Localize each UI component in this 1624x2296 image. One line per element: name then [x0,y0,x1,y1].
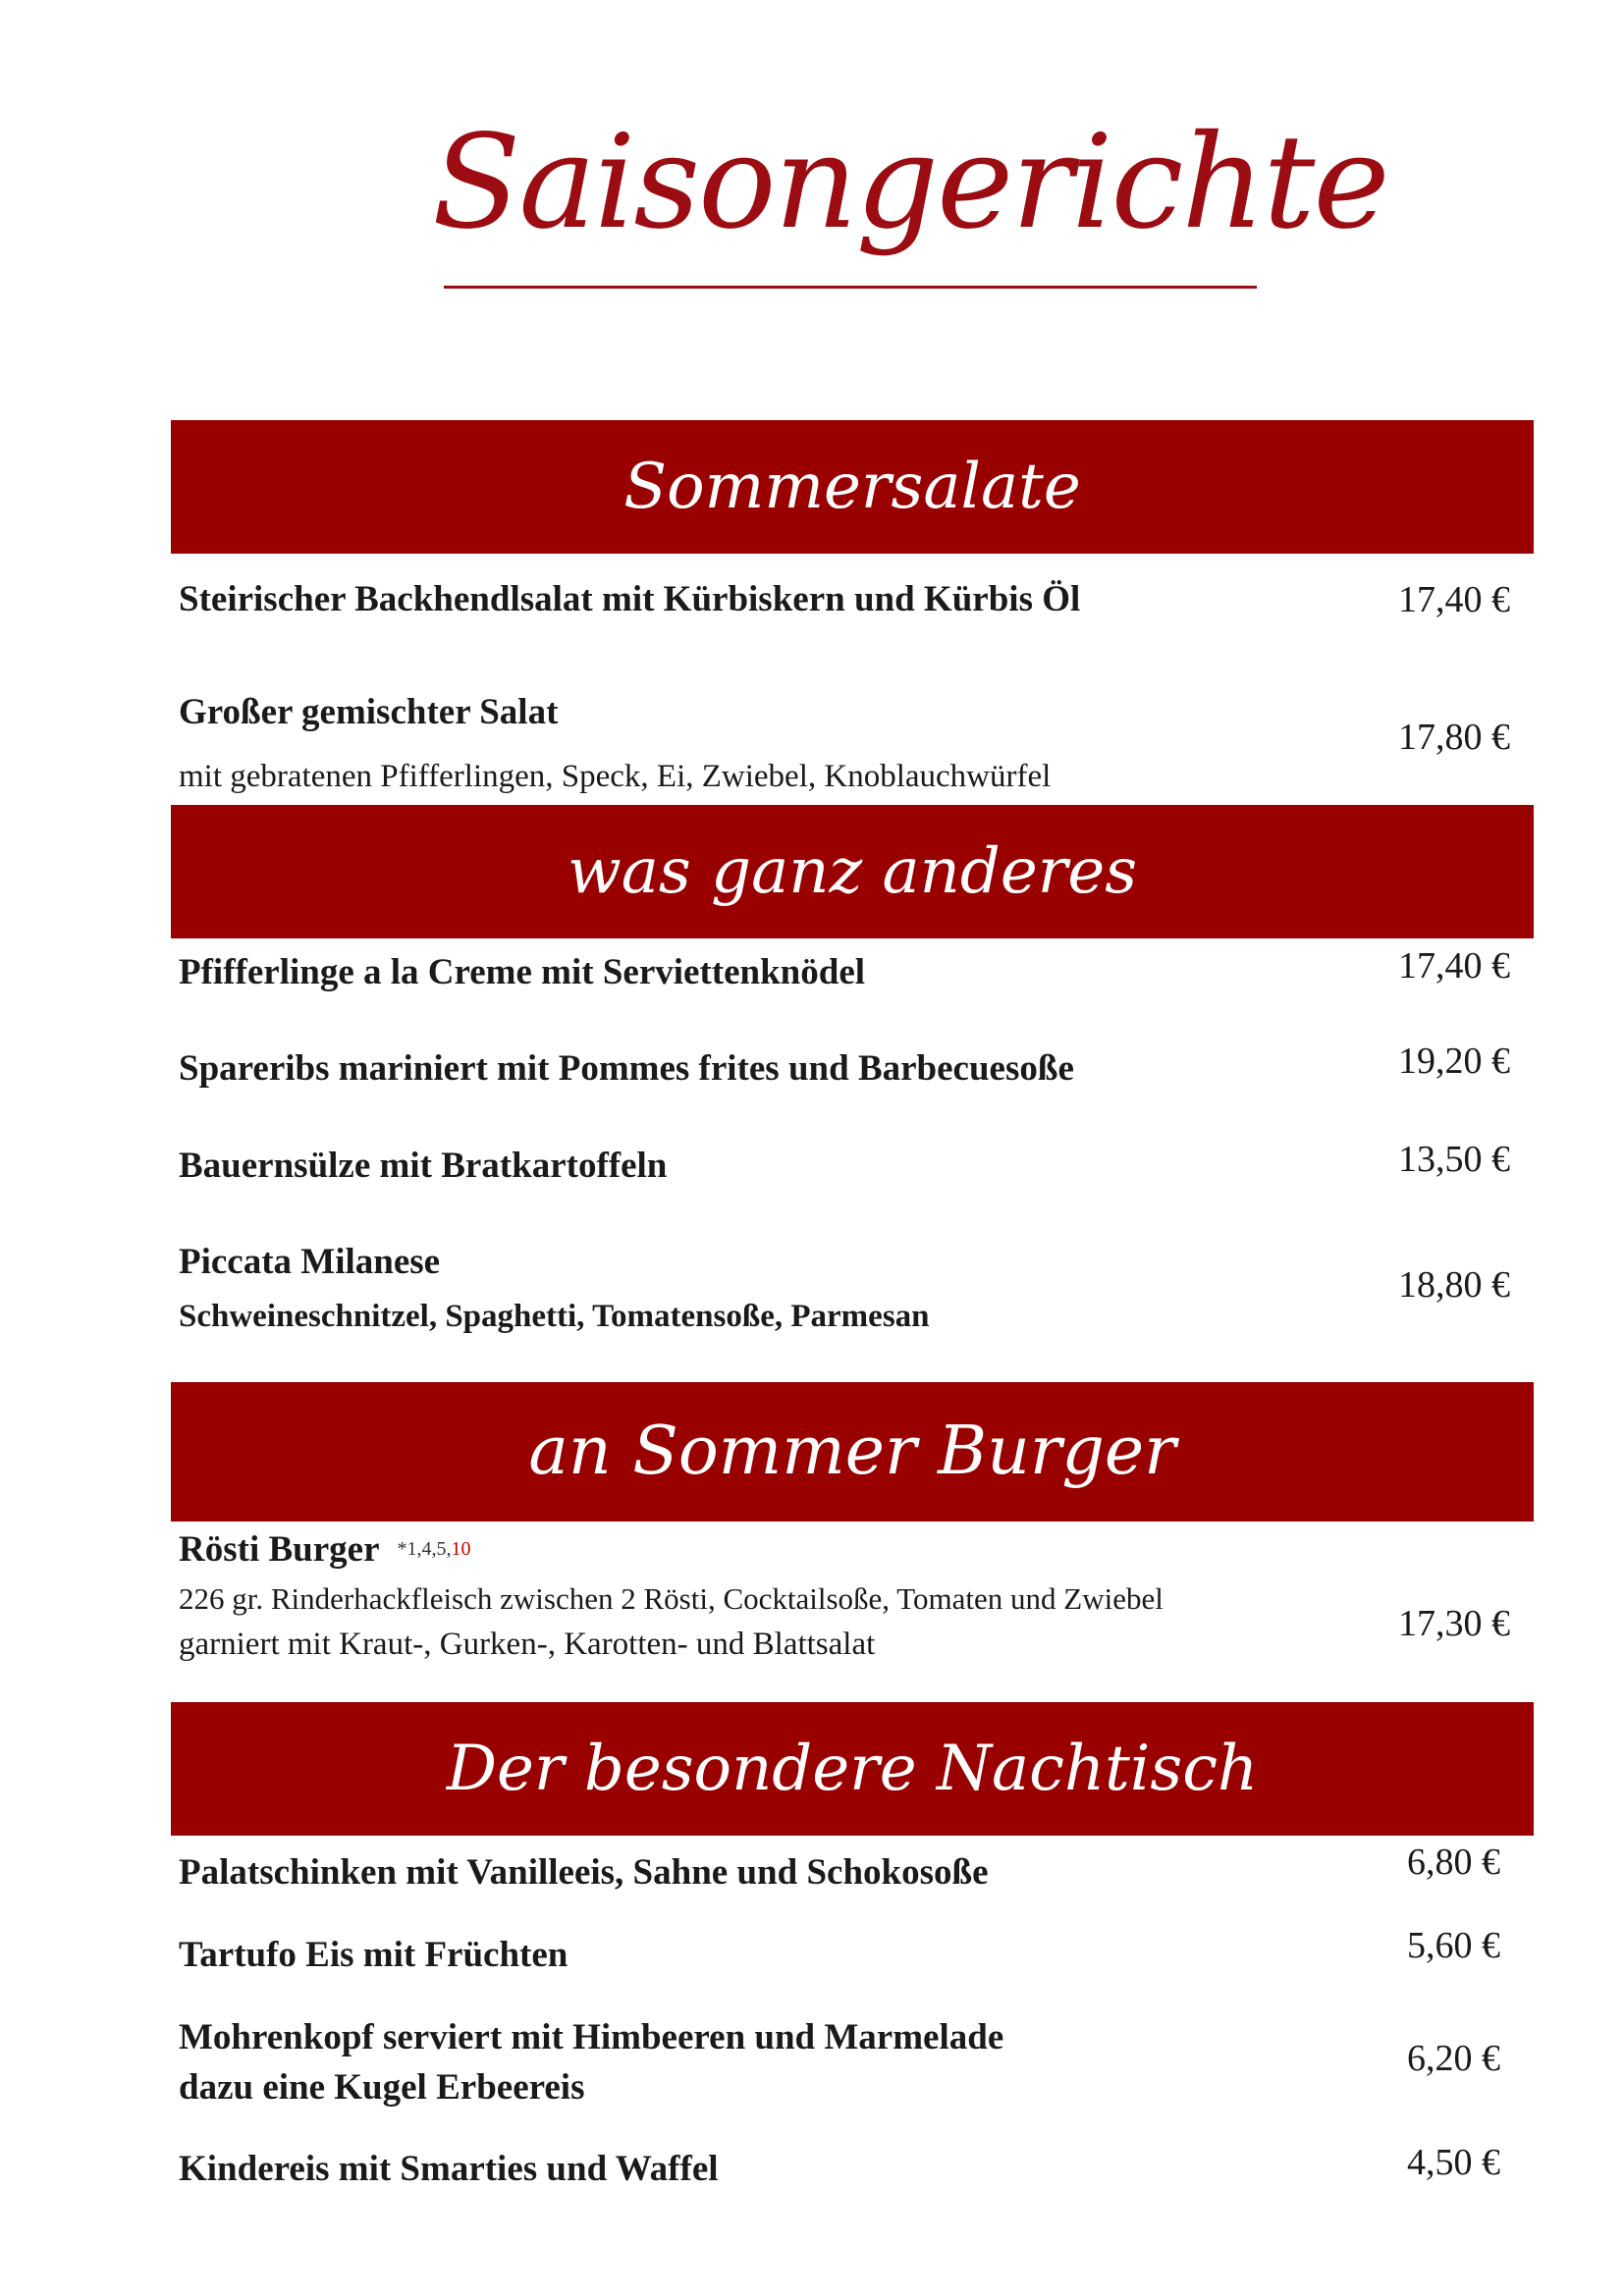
menu-item-name: Piccata Milanese [179,1242,441,1282]
menu-item-description: Schweineschnitzel, Spaghetti, Tomatensoße, Parmesan [179,1299,930,1334]
section-heading: an Sommer Burger [528,1413,1176,1490]
allergen-codes [398,1538,471,1560]
menu-item-name: Pfifferlinge a la Creme mit Serviettenknödel [179,952,866,992]
menu-item-name [179,1529,471,1572]
section-header-was-ganz-anderes [171,805,1534,938]
menu-item-description: mit gebratenen Pfifferlingen, Speck, Ei, Zwiebel, Knoblauchwürfel [179,759,1052,794]
section-header-sommersalate [171,420,1534,554]
page-title: Saisongerichte [432,107,1388,258]
menu-item-price: 19,20 € [1398,1041,1510,1082]
section-header-sommer-burger [171,1382,1534,1522]
section-heading: Sommersalate [623,451,1081,523]
menu-item-name: Steirischer Backhendlsalat mit Kürbiskern und Kürbis Öl [179,579,1081,619]
menu-item-name-text: Rösti Burger [179,1529,380,1570]
menu-item-name: Großer gemischter Salat [179,692,559,732]
menu-item-price: 17,30 € [1398,1603,1510,1644]
menu-item-price: 6,20 € [1407,2038,1500,2079]
menu-item-price: 17,40 € [1398,945,1510,987]
menu-item-price: 17,80 € [1398,717,1510,758]
menu-item-description-2: garniert mit Kraut-, Gurken-, Karotten- und Blattsalat [179,1627,876,1662]
menu-item-description: 226 gr. Rinderhackfleisch zwischen 2 Rösti, Cocktailsoße, Tomaten und Zwiebel [179,1581,1164,1616]
menu-item-price: 4,50 € [1407,2142,1500,2183]
menu-item-name: Kindereis mit Smarties und Waffel [179,2149,719,2189]
menu-item-price: 13,50 € [1398,1139,1510,1180]
menu-item-name: Palatschinken mit Vanilleeis, Sahne und Schokosoße [179,1852,989,1893]
menu-item-price: 17,40 € [1398,579,1510,620]
section-header-nachtisch [171,1702,1534,1836]
allergen-codes-text: *1,4,5, [397,1538,452,1560]
menu-item-price: 6,80 € [1407,1842,1500,1883]
menu-item-name: Bauernsülze mit Bratkartoffeln [179,1146,668,1186]
section-heading: was ganz anderes [567,835,1138,908]
menu-item-name: Mohrenkopf serviert mit Himbeeren und Marmelade [179,2017,1004,2057]
menu-item-price: 18,80 € [1398,1264,1510,1306]
section-heading: Der besondere Nachtisch [446,1733,1259,1805]
menu-item-name-2: dazu eine Kugel Erbeereis [179,2067,585,2108]
menu-item-name: Spareribs mariniert mit Pommes frites und Barbecuesoße [179,1048,1074,1089]
menu-item-name: Tartufo Eis mit Früchten [179,1935,568,1975]
title-underline [444,286,1257,289]
menu-item-price: 5,60 € [1407,1925,1500,1966]
allergen-code-highlight: 10 [451,1538,471,1560]
